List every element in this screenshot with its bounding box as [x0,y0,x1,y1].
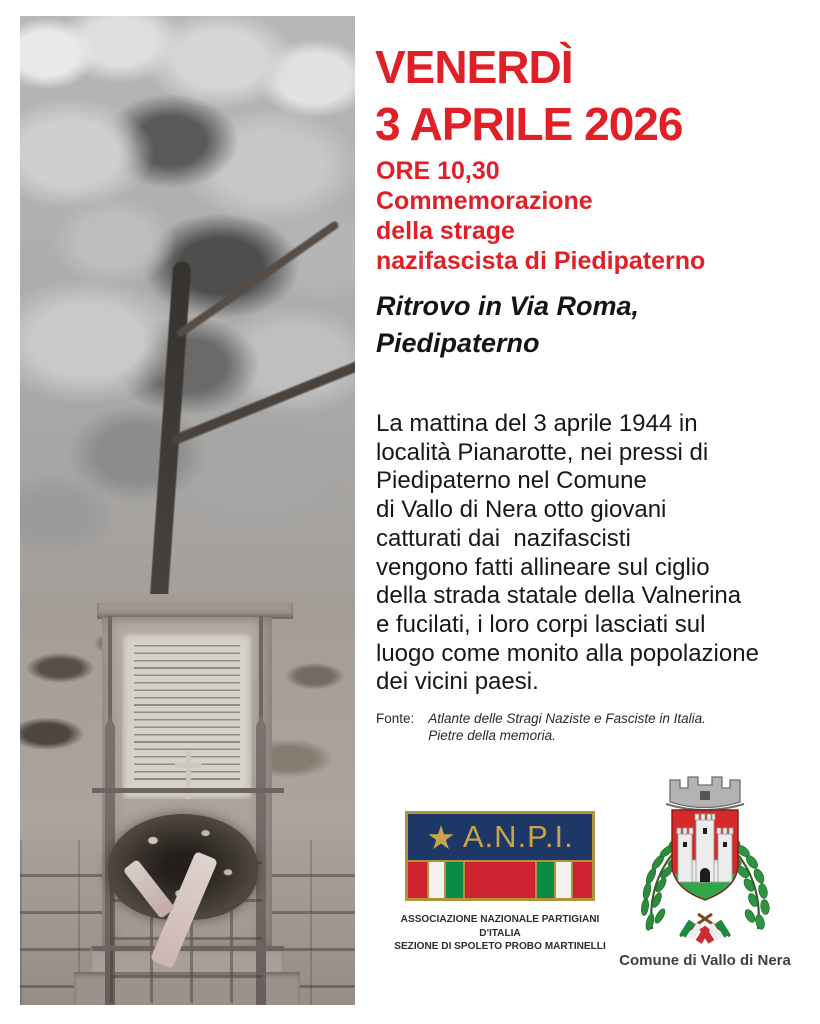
anpi-logo [405,811,595,901]
meeting-point: Ritrovo in Via Roma, Piedipaterno [376,291,640,358]
star-icon: ★ [426,818,456,856]
stripe-green [446,862,463,898]
stripe-red [408,862,427,898]
fence-rod-right [259,616,263,726]
event-weekday: VENERDÌ [375,41,573,93]
anpi-acronym: A.N.P.I. [462,819,574,854]
anpi-tricolor-stripes [408,860,592,898]
fence-rod-left [108,616,112,726]
source-label: Fonte: [376,711,415,726]
ribbon-tricolor [680,914,731,944]
source-text: Atlante delle Stragi Naziste e Fasciste in Italia. Pietre della memoria. [428,711,706,743]
anpi-logo-top-band [408,814,592,860]
cross-icon [175,763,202,768]
event-date: 3 APRILE 2026 [375,98,683,150]
stripe-red [573,862,592,898]
anpi-caption: ASSOCIAZIONE NAZIONALE PARTIGIANI D'ITALIA SEZIONE DI SPOLETO PROBO MARTINELLI [394,913,606,952]
stripe-white [556,862,571,898]
fence-rail [92,946,284,951]
stripe-white [429,862,444,898]
stripe-red-center [465,862,535,898]
fence-rail [92,788,284,793]
shield [672,810,738,904]
memorial-photo [20,16,355,1005]
municipality-caption: Comune di Vallo di Nera [619,952,791,969]
vallo-di-nera-coat-of-arms [620,764,790,954]
source-citation [376,710,706,744]
stripe-green [537,862,554,898]
event-time-subtitle: ORE 10,30 Commemorazione della strage nazifascista di Piedipaterno [376,157,706,275]
history-paragraph: La mattina del 3 aprile 1944 in località Pianarotte, nei pressi di Piedipaterno nel Comune di Vallo di Nera otto giovani catturati dai nazifascisti vengono fatti allineare sul ciglio della strada statale della Valnerina e fucilati, i loro corpi lasciati sul luogo come monito alla popolazione dei vicini paesi. [376,410,759,696]
